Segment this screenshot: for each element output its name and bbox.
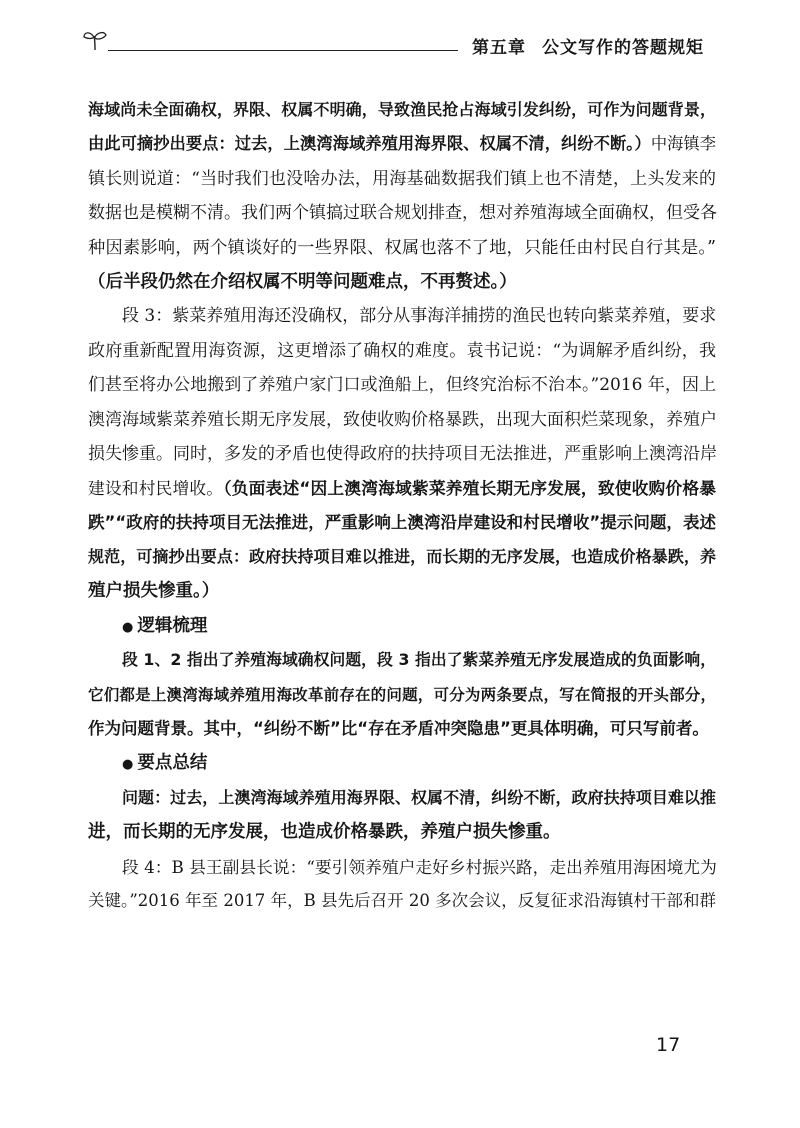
line-text: 数据也是模糊不清。我们两个镇搞过联合规划排查，想对养殖海域全面确权，但受各 (88, 203, 717, 224)
text-line (88, 231, 716, 265)
line-text: 它们都是上澳湾海域养殖用海改革前存在的问题，可分为两条要点，写在简报的开头部分， (88, 685, 716, 704)
line-text: 殖户损失惨重。） (88, 581, 220, 602)
line-text: 跌”“政府的扶持项目无法推进，严重影响上澳湾沿岸建设和村民增收”提示问题，表述 (88, 512, 716, 532)
line-text: 段 3：紫菜养殖用海还没确权，部分从事海洋捕捞的渔民也转向紫菜养殖，要求 (122, 306, 717, 327)
line-text-tail: （负面表述“因上澳湾海域紫菜养殖长期无序发展，致使收购价格暴 (223, 478, 716, 499)
chapter-title: 公文写作的答题规矩 (542, 38, 704, 58)
body-text (88, 93, 716, 918)
line-text: 澳湾海域紫菜养殖长期无序发展，致使收购价格暴跌，出现大面积烂菜现象，养殖户 (88, 409, 717, 430)
line-text-tail: 中海镇李 (650, 134, 716, 154)
text-line (88, 162, 716, 196)
line-text: 逻辑梳理 (137, 615, 208, 636)
line-text: 关键。”2016 年至 2017 年，B 县先后召开 20 多次会议，反复征求沿海镇村干部和群 (88, 890, 716, 910)
text-line (88, 643, 716, 677)
line-text: 规范，可摘抄出要点：政府扶持项目难以推进，而长期的无序发展，也造成价格暴跌，养 (88, 547, 716, 567)
text-line (88, 884, 716, 918)
text-line (88, 712, 716, 746)
line-text: 问题：过去，上澳湾海域养殖用海界限、权属不清，纠纷不断，政府扶持项目难以推 (122, 787, 716, 807)
line-text: 由此可摘抄出要点：过去，上澳湾海域养殖用海界限、权属不清，纠纷不断。） (88, 134, 651, 154)
text-line (88, 196, 716, 230)
bullet-icon: ● (122, 757, 134, 773)
text-line (88, 127, 716, 161)
text-line (88, 299, 716, 333)
line-text: 损失惨重。同时，多发的矛盾也使得政府的扶持项目无法推进，严重影响上澳湾沿岸 (88, 443, 717, 464)
text-line (88, 368, 716, 402)
line-text: （后半段仍然在介绍权属不明等问题难点，不再赘述。） (88, 271, 517, 292)
line-text: 们甚至将办公地搬到了养殖户家门口或渔船上，但终究治标不治本。”2016 年，因上 (88, 375, 716, 396)
page-number: 17 (656, 1034, 681, 1056)
line-text: 段 4：B 县王副县长说：“要引领养殖户走好乡村振兴路，走出养殖用海困境尤为 (122, 856, 717, 877)
section-heading (88, 609, 716, 643)
text-line (88, 334, 716, 368)
text-line (88, 678, 716, 712)
text-line (88, 403, 716, 437)
text-line (88, 815, 716, 849)
header-rule (108, 50, 458, 51)
text-line (88, 850, 716, 884)
text-line (88, 540, 716, 574)
line-text: 种因素影响，两个镇谈好的一些界限、权属也落不了地，只能任由村民自行其是。” (88, 237, 716, 258)
chapter-number: 第五章 (472, 38, 526, 58)
line-text: 进，而长期的无序发展，也造成价格暴跌，养殖户损失惨重。 (88, 822, 561, 843)
text-line (88, 93, 716, 127)
line-text: 段 1、2 指出了养殖海域确权问题，段 3 指出了紫菜养殖无序发展造成的负面影响， (122, 650, 716, 670)
line-text: 政府重新配置用海资源，这更增添了确权的难度。袁书记说：“为调解矛盾纠纷，我 (88, 340, 716, 361)
text-line (88, 574, 716, 608)
running-header (0, 0, 800, 70)
text-line (88, 265, 716, 299)
section-heading (88, 746, 716, 780)
text-line (88, 437, 716, 471)
text-line (88, 781, 716, 815)
line-text: 镇长则说道：“当时我们也没啥办法，用海基础数据我们镇上也不清楚，上头发来的 (88, 168, 716, 189)
bullet-icon: ● (122, 619, 134, 635)
line-text: 建设和村民增收。 (88, 478, 224, 499)
line-text: 作为问题背景。其中，“纠纷不断”比“存在矛盾冲突隐患”更具体明确，可只写前者。 (88, 719, 709, 739)
text-line (88, 506, 716, 540)
line-text: 海域尚未全面确权，界限、权属不明确，导致渔民抢占海域引发纠纷，可作为问题背景， (88, 100, 716, 119)
line-text: 要点总结 (137, 753, 208, 774)
text-line (88, 471, 716, 505)
sprout-icon (82, 28, 108, 52)
chapter-heading (472, 33, 704, 58)
